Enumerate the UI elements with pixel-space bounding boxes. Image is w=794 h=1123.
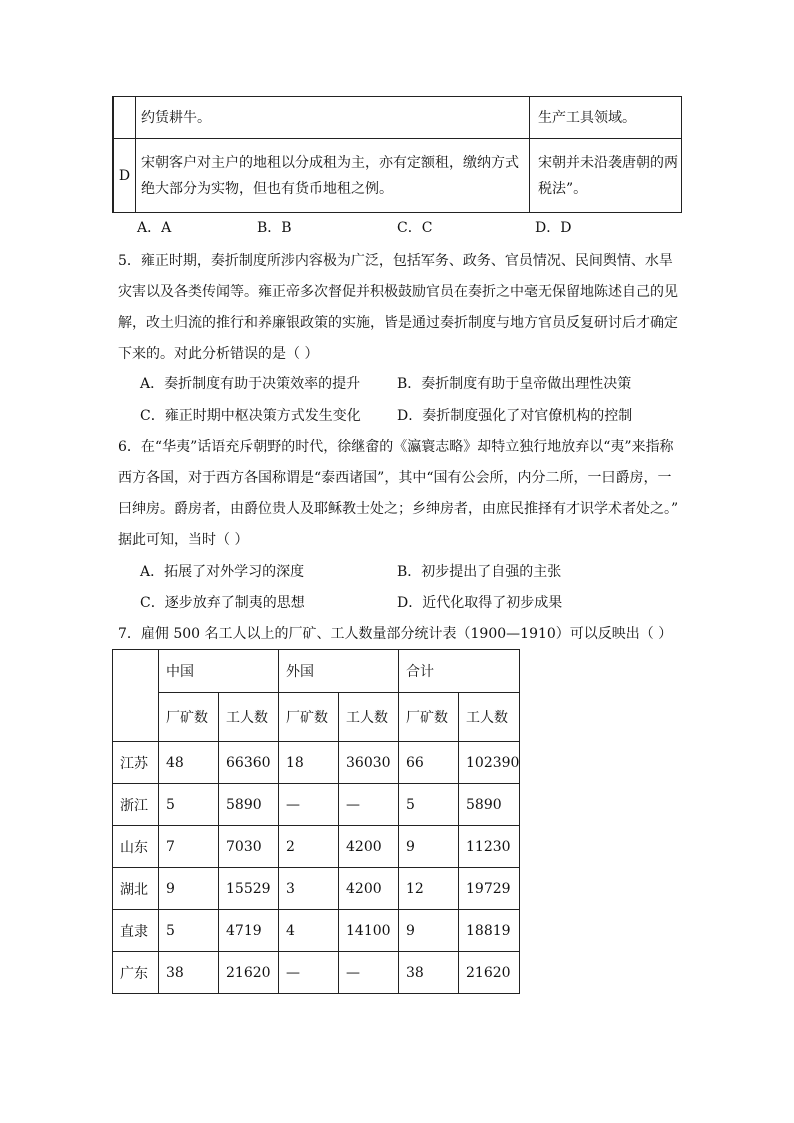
q6-option-d[interactable]: D．近代化取得了初步成果 xyxy=(397,595,563,611)
table-row xyxy=(113,868,520,910)
cell-line: 宋朝并未沿袭唐朝的两 xyxy=(538,154,678,171)
q5-option-c[interactable]: C．雍正时期中枢决策方式发生变化 xyxy=(140,408,361,424)
row-header: 直隶 xyxy=(113,910,159,952)
q5-stem-line: 下来的。对此分析错误的是（ ） xyxy=(118,346,319,362)
q6-option-a[interactable]: A．拓展了对外学习的深度 xyxy=(140,564,305,580)
table-cell: 66 xyxy=(399,742,459,784)
q4-option-d[interactable]: D．D xyxy=(535,220,572,236)
table-subheader-row xyxy=(113,693,520,742)
cell-line: 绝大部分为实物，但也有货币地租之例。 xyxy=(141,180,393,197)
q4-option-c[interactable]: C．C xyxy=(397,220,433,236)
table-row xyxy=(113,139,682,213)
table-row xyxy=(113,910,520,952)
column-header: 厂矿数 xyxy=(399,693,459,742)
row-header: 山东 xyxy=(113,826,159,868)
table-cell: 36030 xyxy=(339,742,399,784)
table-cell: 38 xyxy=(159,952,219,994)
table-row xyxy=(113,97,682,139)
table-cell: 4 xyxy=(279,910,339,952)
group-header-total: 合计 xyxy=(399,650,520,693)
row-header: 湖北 xyxy=(113,868,159,910)
table-cell: 9 xyxy=(399,910,459,952)
group-header-foreign: 外国 xyxy=(279,650,399,693)
table-cell: 5 xyxy=(159,784,219,826)
q6-stem-line: 据此可知，当时（ ） xyxy=(118,532,249,548)
q5-option-a[interactable]: A．奏折制度有助于决策效率的提升 xyxy=(140,376,361,392)
table-cell: 15529 xyxy=(219,868,279,910)
table-cell: 18819 xyxy=(459,910,520,952)
column-header: 工人数 xyxy=(459,693,520,742)
q7-stem: 7．雇佣 500 名工人以上的厂矿、工人数量部分统计表（1900—1910）可以反映出（ ） xyxy=(118,626,673,642)
row-header: 广东 xyxy=(113,952,159,994)
table-cell xyxy=(136,139,530,213)
table-cell: 7 xyxy=(159,826,219,868)
table-cell: 5890 xyxy=(459,784,520,826)
q6-stem-line: 曰绅房。爵房者，由爵位贵人及耶稣教士处之；乡绅房者，由庶民推择有才识学术者处之。” xyxy=(118,501,679,517)
q5-option-d[interactable]: D．奏折制度强化了对官僚机构的控制 xyxy=(397,408,633,424)
table-cell: 4200 xyxy=(339,826,399,868)
column-header: 厂矿数 xyxy=(159,693,219,742)
table-cell: 2 xyxy=(279,826,339,868)
table-cell: 14100 xyxy=(339,910,399,952)
table-cell: 4200 xyxy=(339,868,399,910)
group-header-china: 中国 xyxy=(159,650,279,693)
table-cell: — xyxy=(279,952,339,994)
table-row xyxy=(113,784,520,826)
q5-stem-line: 5．雍正时期，奏折制度所涉内容极为广泛，包括军务、政务、官员情况、民间舆情、水旱 xyxy=(118,253,673,269)
table-cell: — xyxy=(339,952,399,994)
row-header: 江苏 xyxy=(113,742,159,784)
cell-line: 税法”。 xyxy=(538,180,588,197)
q6-option-b[interactable]: B．初步提出了自强的主张 xyxy=(397,564,562,580)
row-header: 浙江 xyxy=(113,784,159,826)
q7-statistics-table xyxy=(112,649,520,994)
column-header: 厂矿数 xyxy=(279,693,339,742)
table-row xyxy=(113,826,520,868)
q6-stem-line: 6．在“华夷”话语充斥朝野的时代，徐继畲的《瀛寰志略》却特立独行地放弃以“夷”来指称 xyxy=(118,439,674,455)
table-cell: 约赁耕牛。 xyxy=(136,97,530,139)
table-cell: 48 xyxy=(159,742,219,784)
q4-option-b[interactable]: B．B xyxy=(257,220,292,236)
table-cell: — xyxy=(339,784,399,826)
table-cell: 3 xyxy=(279,868,339,910)
table-cell: 7030 xyxy=(219,826,279,868)
table-cell xyxy=(530,139,682,213)
table-row xyxy=(113,742,520,784)
q5-stem-line: 解，改土归流的推行和养廉银政策的实施，皆是通过奏折制度与地方官员反复研讨后才确定 xyxy=(118,315,678,331)
table-cell: 5890 xyxy=(219,784,279,826)
table-cell: 生产工具领域。 xyxy=(530,97,682,139)
table-cell: 11230 xyxy=(459,826,520,868)
table-cell: 102390 xyxy=(459,742,520,784)
table-header-row xyxy=(113,650,520,693)
table-cell: 21620 xyxy=(459,952,520,994)
table-cell: 21620 xyxy=(219,952,279,994)
q5-option-b[interactable]: B．奏折制度有助于皇帝做出理性决策 xyxy=(397,376,632,392)
corner-cell xyxy=(113,650,159,742)
table-cell: 5 xyxy=(159,910,219,952)
q6-option-c[interactable]: C．逐步放弃了制夷的思想 xyxy=(140,595,305,611)
table-cell: 12 xyxy=(399,868,459,910)
table-cell: 4719 xyxy=(219,910,279,952)
column-header: 工人数 xyxy=(339,693,399,742)
table-cell: 5 xyxy=(399,784,459,826)
q6-stem-line: 西方各国，对于西方各国称谓是“泰西诸国”，其中“国有公会所，内分二所，一曰爵房，一 xyxy=(118,470,672,486)
table-cell: 18 xyxy=(279,742,339,784)
table-cell: 9 xyxy=(159,868,219,910)
column-header: 工人数 xyxy=(219,693,279,742)
q4-comparison-table xyxy=(112,96,682,213)
table-cell: 66360 xyxy=(219,742,279,784)
option-letter-cell: D xyxy=(113,139,136,213)
table-row xyxy=(113,952,520,994)
table-cell: 19729 xyxy=(459,868,520,910)
table-cell: — xyxy=(279,784,339,826)
q5-stem-line: 灾害以及各类传闻等。雍正帝多次督促并积极鼓励官员在奏折之中毫无保留地陈述自己的见 xyxy=(118,284,678,300)
table-cell: 38 xyxy=(399,952,459,994)
q4-option-a[interactable]: A．A xyxy=(137,220,172,236)
table-cell: 9 xyxy=(399,826,459,868)
option-letter-cell xyxy=(113,97,136,139)
cell-line: 宋朝客户对主户的地租以分成租为主，亦有定额租，缴纳方式 xyxy=(141,154,519,171)
